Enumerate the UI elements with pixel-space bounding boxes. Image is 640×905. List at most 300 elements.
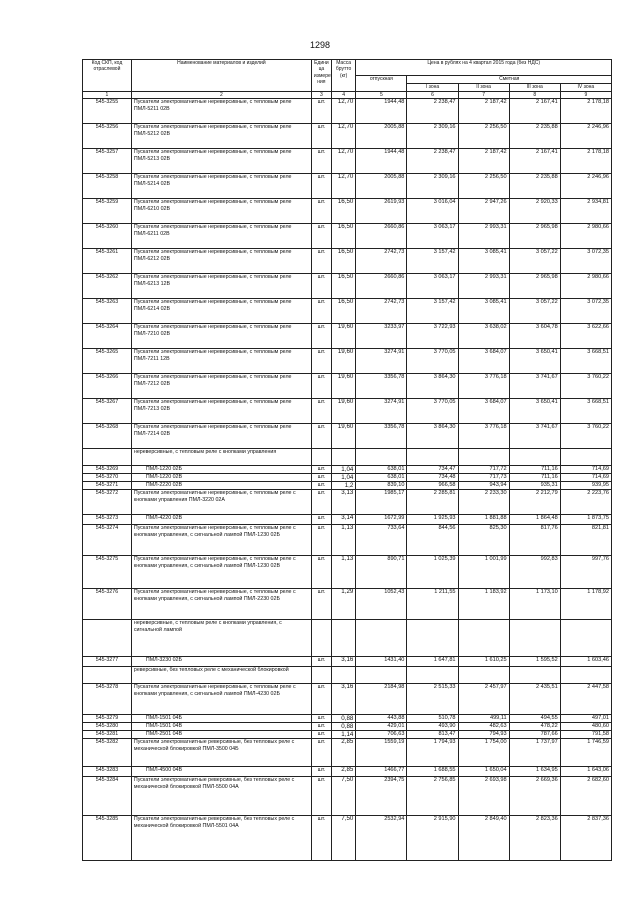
price-release: 638,01: [356, 474, 407, 482]
item-unit: шт.: [311, 466, 331, 474]
table-row: [83, 474, 612, 482]
price-release: 890,71: [356, 556, 407, 589]
price-zone-3: 1 595,52: [509, 657, 560, 667]
table-body: [83, 99, 612, 861]
price-zone-1: 3 722,93: [407, 324, 458, 349]
item-mass: 0,88: [331, 723, 355, 731]
price-zone-3: 2 669,36: [509, 777, 560, 816]
price-zone-3: 494,55: [509, 715, 560, 723]
item-mass: 19,60: [331, 424, 355, 449]
item-name: Пускатели электромагнитные нереверсивные, с тепловым реле ПМЛ-5211 02В: [131, 99, 311, 124]
table-row: [83, 739, 612, 767]
item-code: 545-3256: [83, 124, 132, 149]
price-release: 2660,86: [356, 224, 407, 249]
item-name: Пускатели электромагнитные нереверсивные, с тепловым реле ПМЛ-7213 02В: [131, 399, 311, 424]
price-zone-1: 2 515,33: [407, 684, 458, 715]
section-heading-row: [83, 449, 612, 466]
item-name: Пускатели электромагнитные нереверсивные, с тепловым реле ПМЛ-6213 12В: [131, 274, 311, 299]
price-zone-1: 2 238,47: [407, 149, 458, 174]
price-zone-4: 997,76: [560, 556, 611, 589]
item-code: 545-3255: [83, 99, 132, 124]
price-zone-1: 1 688,55: [407, 767, 458, 777]
item-name: Пускатели электромагнитные нереверсивные, с тепловым реле ПМЛ-6210 02В: [131, 199, 311, 224]
price-zone-3: 2 823,36: [509, 816, 560, 861]
price-zone-2: 794,93: [458, 731, 509, 739]
price-zone-3: 2 235,88: [509, 174, 560, 199]
price-zone-1: 2 285,81: [407, 490, 458, 515]
item-code: 545-3273: [83, 515, 132, 525]
price-zone-4: 2 223,76: [560, 490, 611, 515]
item-name: Пускатели электромагнитные нереверсивные, с тепловым реле с кнопками управления, с сигнальной лампой ПМЛ-1230 02В: [131, 556, 311, 589]
item-code: 545-3265: [83, 349, 132, 374]
price-release: 2005,88: [356, 174, 407, 199]
table-row: [83, 466, 612, 474]
item-name: Пускатели электромагнитные нереверсивные, с тепловым реле ПМЛ-7211 12В: [131, 349, 311, 374]
price-zone-3: 2 235,88: [509, 124, 560, 149]
price-release: 3233,97: [356, 324, 407, 349]
item-unit: шт.: [311, 816, 331, 861]
item-mass: 19,60: [331, 399, 355, 424]
item-code: 545-3279: [83, 715, 132, 723]
price-zone-3: 935,31: [509, 482, 560, 490]
price-table: [82, 59, 612, 861]
item-code: 545-3271: [83, 482, 132, 490]
price-release: 2394,75: [356, 777, 407, 816]
item-mass: 16,50: [331, 224, 355, 249]
price-zone-4: 2 837,36: [560, 816, 611, 861]
column-numbers-row: [83, 92, 612, 99]
price-zone-3: 2 965,98: [509, 274, 560, 299]
item-code: 545-3266: [83, 374, 132, 399]
table-row: [83, 99, 612, 124]
item-mass: 3,14: [331, 515, 355, 525]
price-zone-3: 817,76: [509, 525, 560, 556]
price-zone-4: 2 980,66: [560, 224, 611, 249]
item-mass: 0,88: [331, 715, 355, 723]
item-name: ПМЛ-2220 02В: [131, 482, 311, 490]
item-mass: 7,50: [331, 777, 355, 816]
price-release: 1985,17: [356, 490, 407, 515]
table-row: [83, 731, 612, 739]
item-mass: 3,13: [331, 490, 355, 515]
item-name: Пускатели электромагнитные нереверсивные, с тепловым реле ПМЛ-7210 02В: [131, 324, 311, 349]
price-zone-2: 3 776,18: [458, 374, 509, 399]
price-release: 733,64: [356, 525, 407, 556]
item-code: 545-3276: [83, 589, 132, 620]
header-smetnaya: Сметная: [407, 76, 612, 84]
price-zone-2: 3 684,07: [458, 349, 509, 374]
item-code: 545-3282: [83, 739, 132, 767]
price-zone-4: 714,69: [560, 474, 611, 482]
price-zone-3: 1 173,10: [509, 589, 560, 620]
table-row: [83, 723, 612, 731]
price-release: 2742,73: [356, 249, 407, 274]
price-zone-4: 714,69: [560, 466, 611, 474]
item-mass: 1,14: [331, 731, 355, 739]
item-code: 545-3285: [83, 816, 132, 861]
price-zone-1: 3 063,17: [407, 224, 458, 249]
price-release: 1052,43: [356, 589, 407, 620]
section-heading: нереверсивные, с тепловым реле с кнопками управления, с сигнальной лампой: [131, 620, 311, 657]
item-unit: шт.: [311, 324, 331, 349]
table-row: [83, 589, 612, 620]
item-code: 545-3258: [83, 174, 132, 199]
item-mass: 19,60: [331, 349, 355, 374]
table-row: [83, 767, 612, 777]
item-unit: шт.: [311, 474, 331, 482]
item-code: 545-3269: [83, 466, 132, 474]
item-unit: шт.: [311, 224, 331, 249]
price-release: 2619,93: [356, 199, 407, 224]
item-mass: 7,50: [331, 816, 355, 861]
section-heading: реверсивные, без тепловых реле с механической блокировкой: [131, 667, 311, 684]
price-zone-1: 3 157,42: [407, 299, 458, 324]
table-row: [83, 715, 612, 723]
item-name: Пускатели электромагнитные нереверсивные, с тепловым реле с кнопками управления ПМЛ-3220 02А: [131, 490, 311, 515]
item-mass: 16,50: [331, 249, 355, 274]
price-release: 2660,86: [356, 274, 407, 299]
price-zone-4: 2 178,18: [560, 149, 611, 174]
header-code: Код СКП, код отраслевой: [83, 60, 132, 92]
table-row: [83, 174, 612, 199]
price-zone-4: 3 622,66: [560, 324, 611, 349]
item-code: 545-3277: [83, 657, 132, 667]
price-zone-2: 3 638,02: [458, 324, 509, 349]
item-name: ПМЛ-3230 02Б: [131, 657, 311, 667]
item-name: ПМЛ-1220 02Б: [131, 466, 311, 474]
item-unit: шт.: [311, 731, 331, 739]
col-num: 1: [83, 92, 132, 99]
header-unit: Едини ца измере ния: [311, 60, 331, 92]
item-unit: шт.: [311, 482, 331, 490]
table-row: [83, 149, 612, 174]
col-num: 2: [131, 92, 311, 99]
price-zone-4: 3 668,51: [560, 349, 611, 374]
col-num: 3: [311, 92, 331, 99]
price-zone-3: 2 920,33: [509, 199, 560, 224]
item-unit: шт.: [311, 374, 331, 399]
item-unit: шт.: [311, 525, 331, 556]
col-num: 4: [331, 92, 355, 99]
item-name: Пускатели электромагнитные нереверсивные, с тепловым реле ПМЛ-7214 02В: [131, 424, 311, 449]
item-code: 545-3259: [83, 199, 132, 224]
price-zone-2: 2 849,40: [458, 816, 509, 861]
item-name: Пускатели электромагнитные нереверсивные, с тепловым реле ПМЛ-6211 02В: [131, 224, 311, 249]
price-zone-2: 2 256,50: [458, 124, 509, 149]
price-zone-1: 3 157,42: [407, 249, 458, 274]
price-zone-4: 3 668,51: [560, 399, 611, 424]
table-row: [83, 399, 612, 424]
col-num: 8: [509, 92, 560, 99]
item-mass: 2,85: [331, 739, 355, 767]
header-zone-2: II зона: [458, 84, 509, 92]
item-unit: шт.: [311, 777, 331, 816]
price-zone-4: 2 934,81: [560, 199, 611, 224]
price-zone-1: 734,48: [407, 474, 458, 482]
price-zone-2: 2 947,26: [458, 199, 509, 224]
price-zone-1: 1 025,39: [407, 556, 458, 589]
item-name: ПМЛ-4220 02В: [131, 515, 311, 525]
price-zone-2: 717,73: [458, 474, 509, 482]
item-mass: 12,70: [331, 124, 355, 149]
item-name: Пускатели электромагнитные нереверсивные, с тепловым реле с кнопками управления, с сигнальной лампой ПМЛ-4230 02Б: [131, 684, 311, 715]
price-zone-1: 1 647,81: [407, 657, 458, 667]
col-num: 5: [356, 92, 407, 99]
col-num: 7: [458, 92, 509, 99]
price-release: 1944,48: [356, 99, 407, 124]
item-mass: 19,60: [331, 374, 355, 399]
item-mass: 2,85: [331, 767, 355, 777]
price-zone-2: 3 085,41: [458, 249, 509, 274]
price-zone-3: 1 634,95: [509, 767, 560, 777]
price-zone-1: 3 864,30: [407, 424, 458, 449]
item-name: Пускатели электромагнитные нереверсивные, с тепловым реле ПМЛ-5212 02В: [131, 124, 311, 149]
price-zone-4: 3 760,22: [560, 374, 611, 399]
table-row: [83, 274, 612, 299]
item-mass: 16,50: [331, 299, 355, 324]
item-name: ПМЛ-1501 04Б: [131, 715, 311, 723]
price-zone-4: 1 603,46: [560, 657, 611, 667]
price-release: 2005,88: [356, 124, 407, 149]
price-zone-3: 3 057,22: [509, 299, 560, 324]
price-release: 2532,94: [356, 816, 407, 861]
price-release: 3356,78: [356, 374, 407, 399]
item-mass: 19,60: [331, 324, 355, 349]
col-num: 6: [407, 92, 458, 99]
item-unit: шт.: [311, 249, 331, 274]
item-name: Пускатели электромагнитные реверсивные, без тепловых реле с механической блокировкой ПМЛ-5501 04А: [131, 816, 311, 861]
price-zone-1: 493,90: [407, 723, 458, 731]
price-zone-3: 2 167,41: [509, 149, 560, 174]
price-zone-1: 1 925,93: [407, 515, 458, 525]
price-zone-3: 478,22: [509, 723, 560, 731]
price-zone-1: 2 309,16: [407, 174, 458, 199]
item-code: 545-3283: [83, 767, 132, 777]
item-mass: 16,50: [331, 199, 355, 224]
price-zone-4: 2 682,60: [560, 777, 611, 816]
price-zone-4: 1 873,75: [560, 515, 611, 525]
item-unit: шт.: [311, 174, 331, 199]
price-zone-2: 1 754,00: [458, 739, 509, 767]
section-heading: нереверсивные, с тепловым реле с кнопками управления: [131, 449, 311, 466]
item-name: Пускатели электромагнитные нереверсивные, с тепловым реле ПМЛ-5213 02В: [131, 149, 311, 174]
item-code: 545-3272: [83, 490, 132, 515]
price-zone-4: 1 178,92: [560, 589, 611, 620]
price-zone-2: 1 881,88: [458, 515, 509, 525]
price-zone-2: 1 001,99: [458, 556, 509, 589]
price-zone-2: 3 085,41: [458, 299, 509, 324]
header-zone-3: III зона: [509, 84, 560, 92]
item-code: 545-3262: [83, 274, 132, 299]
header-zone-4: IV зона: [560, 84, 611, 92]
header-name: Наименование материалов и изделий: [131, 60, 311, 92]
table-row: [83, 482, 612, 490]
price-zone-2: 1 183,92: [458, 589, 509, 620]
price-zone-1: 2 915,90: [407, 816, 458, 861]
item-unit: шт.: [311, 767, 331, 777]
price-zone-4: 2 980,66: [560, 274, 611, 299]
item-mass: 12,70: [331, 99, 355, 124]
item-code: 545-3260: [83, 224, 132, 249]
price-zone-3: 3 650,41: [509, 349, 560, 374]
table-row: [83, 324, 612, 349]
item-unit: шт.: [311, 99, 331, 124]
item-code: 545-3267: [83, 399, 132, 424]
section-heading-row: [83, 620, 612, 657]
item-code: 545-3270: [83, 474, 132, 482]
price-zone-1: 966,58: [407, 482, 458, 490]
item-mass: 3,16: [331, 657, 355, 667]
item-name: Пускатели электромагнитные нереверсивные, с тепловым реле ПМЛ-7212 02В: [131, 374, 311, 399]
item-unit: шт.: [311, 589, 331, 620]
item-name: Пускатели электромагнитные нереверсивные, с тепловым реле с кнопками управления, с сигнальной лампой ПМЛ-1230 02Б: [131, 525, 311, 556]
price-release: 429,01: [356, 723, 407, 731]
item-name: Пускатели электромагнитные реверсивные, без тепловых реле с механической блокировкой ПМЛ-5500 04А: [131, 777, 311, 816]
price-zone-2: 2 993,31: [458, 274, 509, 299]
table-row: [83, 490, 612, 515]
price-zone-1: 1 794,93: [407, 739, 458, 767]
item-name: ПМЛ-2501 04В: [131, 731, 311, 739]
price-zone-2: 2 693,98: [458, 777, 509, 816]
item-unit: шт.: [311, 515, 331, 525]
price-zone-2: 2 256,50: [458, 174, 509, 199]
price-zone-1: 510,78: [407, 715, 458, 723]
item-mass: 1,29: [331, 589, 355, 620]
item-unit: шт.: [311, 657, 331, 667]
price-zone-3: 1 737,97: [509, 739, 560, 767]
item-code: 545-3257: [83, 149, 132, 174]
price-release: 3356,78: [356, 424, 407, 449]
price-zone-4: 1 643,06: [560, 767, 611, 777]
price-zone-3: 3 057,22: [509, 249, 560, 274]
price-zone-1: 3 063,17: [407, 274, 458, 299]
table-row: [83, 525, 612, 556]
price-zone-3: 2 435,51: [509, 684, 560, 715]
price-zone-1: 3 864,30: [407, 374, 458, 399]
price-zone-4: 3 072,35: [560, 299, 611, 324]
table-row: [83, 374, 612, 399]
item-unit: шт.: [311, 124, 331, 149]
price-zone-4: 497,01: [560, 715, 611, 723]
item-name: Пускатели электромагнитные нереверсивные, с тепловым реле ПМЛ-6212 02В: [131, 249, 311, 274]
table-row: [83, 424, 612, 449]
item-mass: 1,13: [331, 556, 355, 589]
item-mass: 16,50: [331, 274, 355, 299]
price-zone-2: 2 187,42: [458, 149, 509, 174]
item-name: ПМЛ-1220 02В: [131, 474, 311, 482]
price-zone-4: 2 246,96: [560, 124, 611, 149]
price-zone-2: 2 187,42: [458, 99, 509, 124]
price-zone-1: 1 211,55: [407, 589, 458, 620]
table-row: [83, 249, 612, 274]
price-zone-3: 992,83: [509, 556, 560, 589]
price-zone-2: 2 993,31: [458, 224, 509, 249]
price-release: 638,01: [356, 466, 407, 474]
price-zone-4: 2 447,58: [560, 684, 611, 715]
table-row: [83, 684, 612, 715]
item-mass: 1,13: [331, 525, 355, 556]
item-unit: шт.: [311, 490, 331, 515]
price-zone-4: 939,95: [560, 482, 611, 490]
table-row: [83, 556, 612, 589]
table-row: [83, 777, 612, 816]
price-zone-2: 2 233,30: [458, 490, 509, 515]
price-zone-1: 3 016,04: [407, 199, 458, 224]
price-release: 3274,91: [356, 399, 407, 424]
price-zone-3: 711,16: [509, 466, 560, 474]
price-zone-2: 825,30: [458, 525, 509, 556]
price-release: 2742,73: [356, 299, 407, 324]
item-unit: шт.: [311, 274, 331, 299]
price-release: 3274,91: [356, 349, 407, 374]
price-release: 1672,99: [356, 515, 407, 525]
price-zone-2: 1 650,04: [458, 767, 509, 777]
item-code: 545-3263: [83, 299, 132, 324]
price-zone-4: 480,60: [560, 723, 611, 731]
item-unit: шт.: [311, 149, 331, 174]
table-row: [83, 349, 612, 374]
price-zone-3: 3 604,78: [509, 324, 560, 349]
price-zone-3: 3 741,67: [509, 424, 560, 449]
header-zone-1: I зона: [407, 84, 458, 92]
table-row: [83, 299, 612, 324]
item-code: 545-3278: [83, 684, 132, 715]
item-code: 545-3281: [83, 731, 132, 739]
price-release: 1559,19: [356, 739, 407, 767]
price-zone-2: 3 776,18: [458, 424, 509, 449]
price-release: 1431,40: [356, 657, 407, 667]
price-zone-2: 717,72: [458, 466, 509, 474]
item-unit: шт.: [311, 349, 331, 374]
price-zone-4: 1 746,59: [560, 739, 611, 767]
price-zone-3: 3 650,41: [509, 399, 560, 424]
price-zone-3: 711,16: [509, 474, 560, 482]
item-mass: 12,70: [331, 174, 355, 199]
header-price-group: Цена в рублях на 4 квартал 2015 года (без НДС): [356, 60, 612, 76]
price-zone-3: 787,66: [509, 731, 560, 739]
price-zone-2: 3 684,07: [458, 399, 509, 424]
table-row: [83, 515, 612, 525]
item-unit: шт.: [311, 399, 331, 424]
price-zone-3: 2 212,79: [509, 490, 560, 515]
item-name: ПМЛ-4500 04В: [131, 767, 311, 777]
price-zone-1: 3 770,05: [407, 399, 458, 424]
price-release: 443,88: [356, 715, 407, 723]
table-row: [83, 816, 612, 861]
price-release: 839,10: [356, 482, 407, 490]
header-mass: Масса брутто (кг): [331, 60, 355, 92]
item-code: 545-3261: [83, 249, 132, 274]
item-mass: 1,04: [331, 466, 355, 474]
price-zone-2: 2 457,97: [458, 684, 509, 715]
item-name: Пускатели электромагнитные нереверсивные, с тепловым реле с кнопками управления, с сигнальной лампой ПМЛ-2230 02Б: [131, 589, 311, 620]
item-unit: шт.: [311, 723, 331, 731]
price-zone-1: 2 756,85: [407, 777, 458, 816]
section-heading-row: [83, 667, 612, 684]
price-zone-4: 3 760,22: [560, 424, 611, 449]
item-code: 545-3264: [83, 324, 132, 349]
table-row: [83, 124, 612, 149]
price-zone-2: 943,94: [458, 482, 509, 490]
price-zone-1: 2 238,47: [407, 99, 458, 124]
item-unit: шт.: [311, 715, 331, 723]
item-mass: 12,70: [331, 149, 355, 174]
table-row: [83, 199, 612, 224]
item-code: 545-3268: [83, 424, 132, 449]
price-release: 1944,48: [356, 149, 407, 174]
item-mass: 1,2: [331, 482, 355, 490]
item-unit: шт.: [311, 299, 331, 324]
